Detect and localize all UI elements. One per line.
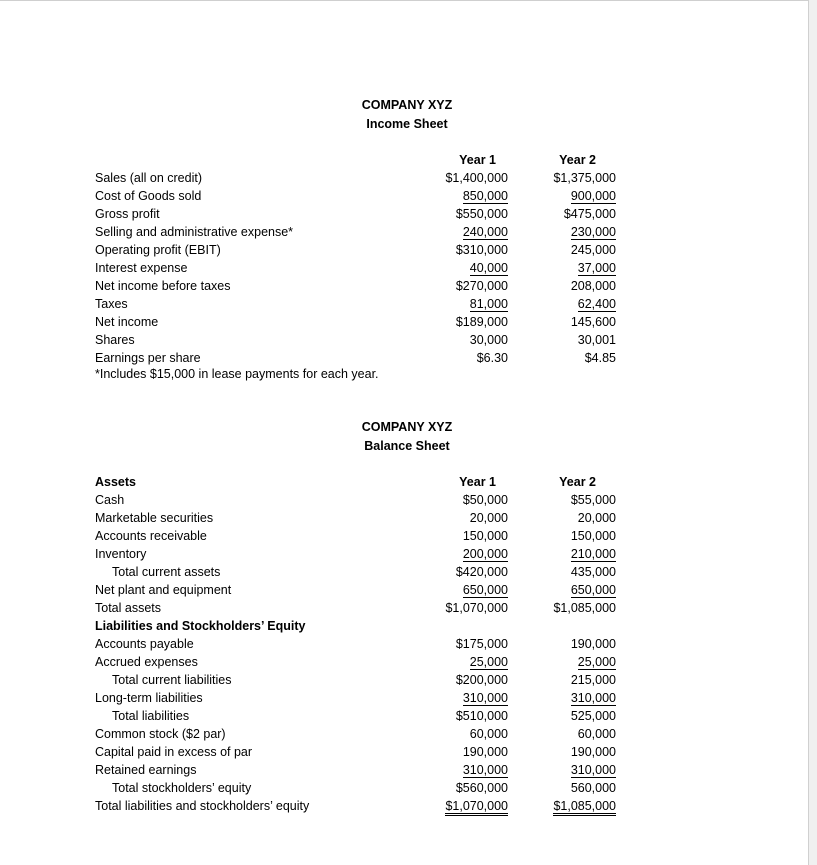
row-label: Gross profit <box>95 207 160 221</box>
year2-value <box>578 259 616 277</box>
year2-value <box>571 671 616 689</box>
income-table-row <box>95 223 620 241</box>
row-label: Total liabilities and stockholders’ equity <box>95 799 310 813</box>
row-label: Liabilities and Stockholders’ Equity <box>95 619 306 633</box>
value-text: $1,375,000 <box>553 171 616 185</box>
row-label: Cash <box>95 493 125 507</box>
balance-table-row <box>95 689 620 707</box>
year1-value <box>470 259 508 277</box>
balance-year1-header: Year 1 <box>459 475 496 489</box>
balance-table-row <box>95 635 620 653</box>
year2-value <box>571 707 616 725</box>
balance-table-row <box>95 599 620 617</box>
year2-value <box>553 797 616 816</box>
value-text: $200,000 <box>455 673 508 687</box>
row-label: Marketable securities <box>95 511 214 525</box>
balance-header-row <box>95 473 620 491</box>
income-table-row <box>95 241 620 259</box>
year2-value <box>571 563 616 581</box>
year2-value <box>578 509 616 527</box>
year2-value <box>578 725 616 743</box>
year2-value <box>571 527 616 545</box>
year2-value <box>571 491 616 509</box>
balance-table-row <box>95 725 620 743</box>
year1-value <box>445 599 508 617</box>
row-label: Total stockholders’ equity <box>112 781 252 795</box>
balance-table <box>95 473 620 815</box>
year1-value <box>463 491 508 509</box>
year1-value <box>470 331 508 349</box>
value-text: 190,000 <box>570 637 616 651</box>
row-label: Accounts payable <box>95 637 194 651</box>
year1-value <box>477 349 508 367</box>
year2-value <box>553 169 616 187</box>
income-sheet-title: Income Sheet <box>366 117 448 131</box>
income-company-name: COMPANY XYZ <box>361 98 453 112</box>
income-table <box>95 151 620 367</box>
row-label: Capital paid in excess of par <box>95 745 253 759</box>
balance-table-row <box>95 491 620 509</box>
page-top-border <box>0 0 808 1</box>
value-text: 240,000 <box>462 225 508 239</box>
balance-table-row <box>95 545 620 563</box>
row-label: Accrued expenses <box>95 655 198 669</box>
row-label: Total current assets <box>112 565 221 579</box>
income-table-row <box>95 169 620 187</box>
balance-table-row <box>95 653 620 671</box>
balance-company-name: COMPANY XYZ <box>361 420 453 434</box>
value-text: 20,000 <box>469 511 508 525</box>
year1-value <box>456 241 508 259</box>
row-label: Net income before taxes <box>95 279 231 293</box>
value-text: 145,600 <box>570 315 616 329</box>
row-label: Operating profit (EBIT) <box>95 243 221 257</box>
value-text: $1,070,000 <box>445 799 508 816</box>
balance-sheet-title: Balance Sheet <box>364 439 450 453</box>
year1-value <box>463 545 508 563</box>
year2-value <box>571 223 616 241</box>
year1-value <box>463 743 508 761</box>
year2-value <box>571 635 616 653</box>
year1-value <box>470 725 508 743</box>
year1-value <box>463 187 508 205</box>
year1-value <box>445 797 508 816</box>
year1-value <box>456 205 508 223</box>
value-text: 215,000 <box>570 673 616 687</box>
balance-table-row <box>95 743 620 761</box>
value-text: 210,000 <box>570 547 616 561</box>
year1-value <box>470 509 508 527</box>
value-text: 200,000 <box>462 547 508 561</box>
value-text: $1,070,000 <box>445 601 508 615</box>
value-text: 435,000 <box>570 565 616 579</box>
balance-table-row <box>95 779 620 797</box>
value-text: 230,000 <box>570 225 616 239</box>
value-text: $270,000 <box>455 279 508 293</box>
balance-year2-header: Year 2 <box>559 475 596 489</box>
assets-heading: Assets <box>95 475 136 489</box>
balance-table-row <box>95 509 620 527</box>
row-label: Total assets <box>95 601 162 615</box>
year2-value <box>571 689 616 707</box>
row-label: Cost of Goods sold <box>95 189 202 203</box>
value-text: 81,000 <box>469 297 508 311</box>
row-label: Net income <box>95 315 159 329</box>
row-label: Long-term liabilities <box>95 691 203 705</box>
value-text: 150,000 <box>462 529 508 543</box>
value-text: $550,000 <box>455 207 508 221</box>
value-text: 25,000 <box>469 655 508 669</box>
balance-table-row <box>95 707 620 725</box>
value-text: $1,085,000 <box>553 601 616 615</box>
value-text: $55,000 <box>570 493 616 507</box>
value-text: 60,000 <box>469 727 508 741</box>
year2-value <box>571 761 616 779</box>
value-text: 40,000 <box>469 261 508 275</box>
value-text: $50,000 <box>462 493 508 507</box>
income-table-row <box>95 259 620 277</box>
year1-value <box>456 563 508 581</box>
value-text: $6.30 <box>476 351 508 365</box>
year1-value <box>456 779 508 797</box>
year1-value <box>463 581 508 599</box>
year2-value <box>571 277 616 295</box>
year2-value <box>571 313 616 331</box>
value-text: 190,000 <box>462 745 508 759</box>
year1-value <box>463 527 508 545</box>
balance-table-row <box>95 617 620 635</box>
row-label: Net plant and equipment <box>95 583 232 597</box>
income-table-row <box>95 313 620 331</box>
row-label: Taxes <box>95 297 128 311</box>
year1-value <box>463 689 508 707</box>
balance-table-row <box>95 671 620 689</box>
value-text: $310,000 <box>455 243 508 257</box>
income-header-row <box>95 151 620 169</box>
value-text: $510,000 <box>455 709 508 723</box>
value-text: 900,000 <box>570 189 616 203</box>
value-text: 190,000 <box>570 745 616 759</box>
value-text: 150,000 <box>570 529 616 543</box>
row-label: Total current liabilities <box>112 673 232 687</box>
income-table-row <box>95 277 620 295</box>
year1-value <box>456 313 508 331</box>
row-label: Total liabilities <box>112 709 190 723</box>
value-text: $4.85 <box>584 351 616 365</box>
value-text: 310,000 <box>570 763 616 777</box>
value-text: $420,000 <box>455 565 508 579</box>
year2-value <box>571 743 616 761</box>
value-text: $1,085,000 <box>553 799 616 816</box>
row-label: Accounts receivable <box>95 529 207 543</box>
value-text: $189,000 <box>455 315 508 329</box>
year1-value <box>456 671 508 689</box>
year2-value <box>578 653 616 671</box>
income-footnote: *Includes $15,000 in lease payments for each year. <box>95 367 379 381</box>
year1-value <box>470 295 508 313</box>
year1-value <box>456 707 508 725</box>
value-text: $475,000 <box>563 207 616 221</box>
balance-table-row <box>95 563 620 581</box>
value-text: 208,000 <box>570 279 616 293</box>
year2-value <box>571 545 616 563</box>
row-label: Selling and administrative expense* <box>95 225 294 239</box>
row-label: Retained earnings <box>95 763 197 777</box>
value-text: 650,000 <box>462 583 508 597</box>
income-table-row <box>95 187 620 205</box>
value-text: 25,000 <box>577 655 616 669</box>
value-text: 245,000 <box>570 243 616 257</box>
value-text: 60,000 <box>577 727 616 741</box>
year2-value <box>571 187 616 205</box>
year1-value <box>463 223 508 241</box>
row-label: Common stock ($2 par) <box>95 727 226 741</box>
row-label: Earnings per share <box>95 351 201 365</box>
year2-value <box>571 241 616 259</box>
income-table-row <box>95 331 620 349</box>
value-text: 310,000 <box>462 691 508 705</box>
income-table-row <box>95 295 620 313</box>
year1-value <box>470 653 508 671</box>
value-text: $560,000 <box>455 781 508 795</box>
year2-value <box>578 331 616 349</box>
row-label: Shares <box>95 333 135 347</box>
value-text: 310,000 <box>570 691 616 705</box>
row-label: Interest expense <box>95 261 188 275</box>
row-label: Sales (all on credit) <box>95 171 202 185</box>
year2-value <box>553 599 616 617</box>
year2-value <box>571 581 616 599</box>
income-year1-header: Year 1 <box>459 153 496 167</box>
income-table-row <box>95 205 620 223</box>
value-text: 560,000 <box>570 781 616 795</box>
value-text: $175,000 <box>455 637 508 651</box>
year1-value <box>456 635 508 653</box>
balance-table-row <box>95 761 620 779</box>
row-label: Inventory <box>95 547 147 561</box>
balance-table-row <box>95 797 620 815</box>
year2-value <box>585 349 616 367</box>
value-text: 310,000 <box>462 763 508 777</box>
value-text: 30,001 <box>577 333 616 347</box>
balance-table-row <box>95 581 620 599</box>
scrollbar-track[interactable] <box>808 0 817 865</box>
value-text: 20,000 <box>577 511 616 525</box>
year2-value <box>571 779 616 797</box>
year2-value <box>578 295 616 313</box>
year2-value <box>564 205 616 223</box>
value-text: $1,400,000 <box>445 171 508 185</box>
value-text: 30,000 <box>469 333 508 347</box>
value-text: 650,000 <box>570 583 616 597</box>
value-text: 62,400 <box>577 297 616 311</box>
year1-value <box>463 761 508 779</box>
value-text: 37,000 <box>577 261 616 275</box>
value-text: 850,000 <box>462 189 508 203</box>
income-year2-header: Year 2 <box>559 153 596 167</box>
year1-value <box>456 277 508 295</box>
year1-value <box>445 169 508 187</box>
value-text: 525,000 <box>570 709 616 723</box>
balance-table-row <box>95 527 620 545</box>
